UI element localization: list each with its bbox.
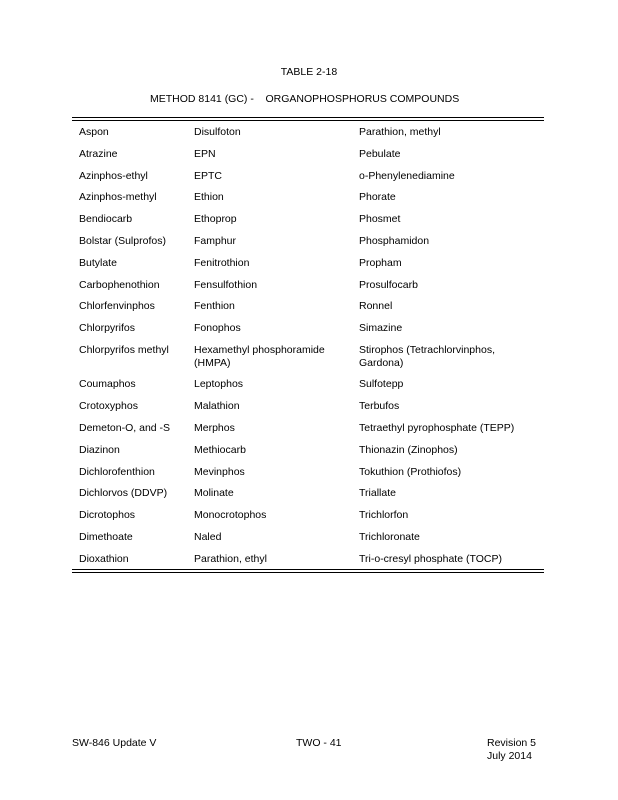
compound-name: Aspon xyxy=(79,126,109,138)
table-subtitle: METHOD 8141 (GC) - ORGANOPHOSPHORUS COMPOUNDS xyxy=(150,93,460,105)
compound-name: Trichlorfon xyxy=(359,509,409,522)
compound-name: Simazine xyxy=(359,322,403,335)
compound-name: Dicrotophos xyxy=(79,509,136,522)
compound-name: Monocrotophos xyxy=(194,509,267,522)
compound-name: Phorate xyxy=(359,191,396,204)
footer-page-number: TWO - 41 xyxy=(296,737,342,749)
compound-name: Ethion xyxy=(194,191,224,204)
compound-name: Ethoprop xyxy=(194,213,237,226)
compound-name: Famphur xyxy=(194,234,237,247)
compound-name: Fenitrothion xyxy=(194,256,250,269)
table-row xyxy=(72,482,544,504)
compound-name: Mevinphos xyxy=(194,465,245,478)
table-row xyxy=(72,295,544,317)
footer-revision-number: Revision 5 xyxy=(487,737,537,749)
compound-name: Tri-o-cresyl phosphate (TOCP) xyxy=(359,552,502,565)
table-row xyxy=(72,395,544,417)
compound-name: Disulfoton xyxy=(194,126,241,138)
table-row xyxy=(72,165,544,187)
compound-name: Tokuthion (Prothiofos) xyxy=(359,465,462,478)
table-title: TABLE 2-18 xyxy=(280,66,338,78)
compound-name: Coumaphos xyxy=(79,378,136,391)
compound-name: Prosulfocarb xyxy=(359,278,418,291)
compound-name: Azinphos-methyl xyxy=(79,191,157,204)
table-row xyxy=(72,186,544,208)
compound-name: Leptophos xyxy=(194,378,244,391)
table-row xyxy=(72,339,544,374)
compound-name: Butylate xyxy=(79,256,117,269)
compound-name: Crotoxyphos xyxy=(79,400,138,413)
compound-name: Dichlorofenthion xyxy=(79,465,155,478)
table-row xyxy=(72,230,544,252)
compound-name: Phosphamidon xyxy=(359,234,430,247)
compound-name: Terbufos xyxy=(359,400,400,413)
compound-name: Sulfotepp xyxy=(359,378,404,391)
compound-name: o-Phenylenediamine xyxy=(359,169,455,182)
compound-name: Methiocarb xyxy=(194,443,246,456)
table-row xyxy=(72,504,544,526)
compound-name: Stirophos (Tetrachlorvinphos, Gardona) xyxy=(359,343,495,369)
footer-revision xyxy=(487,737,536,763)
compound-name: Chlorpyrifos xyxy=(79,322,136,335)
compound-name: Chlorpyrifos methyl xyxy=(79,343,169,356)
table-row xyxy=(72,208,544,230)
table-row xyxy=(72,526,544,548)
compound-name: Chlorfenvinphos xyxy=(79,300,155,313)
compound-name: Naled xyxy=(194,531,222,544)
compound-name: Parathion, methyl xyxy=(359,126,441,138)
compound-name: Bolstar (Sulprofos) xyxy=(79,234,166,247)
compound-name: Triallate xyxy=(359,487,396,500)
footer-revision-date: July 2014 xyxy=(487,750,532,762)
compound-name: Hexamethyl phosphoramide (HMPA) xyxy=(194,343,325,369)
compound-name: Fonophos xyxy=(194,322,241,335)
table-row xyxy=(72,317,544,339)
bottom-double-rule xyxy=(72,569,544,573)
compound-name: Fensulfothion xyxy=(194,278,258,291)
compound-name: Pebulate xyxy=(359,147,401,160)
compound-name: Parathion, ethyl xyxy=(194,552,267,565)
compound-name: Phosmet xyxy=(359,213,401,226)
compound-name: Molinate xyxy=(194,487,234,500)
compound-name: Dimethoate xyxy=(79,531,133,544)
compound-name: Diazinon xyxy=(79,443,120,456)
compound-name: Demeton-O, and -S xyxy=(79,422,171,435)
table-row xyxy=(72,121,544,143)
table-row xyxy=(72,373,544,395)
compound-name: Dioxathion xyxy=(79,552,129,565)
compound-name: Tetraethyl pyrophosphate (TEPP) xyxy=(359,422,515,435)
compound-name: Dichlorvos (DDVP) xyxy=(79,487,168,500)
compound-name: Trichloronate xyxy=(359,531,420,544)
table-row xyxy=(72,548,544,570)
compound-name: Ronnel xyxy=(359,300,393,313)
compound-name: EPN xyxy=(194,147,216,160)
table-row xyxy=(72,439,544,461)
compound-name: Bendiocarb xyxy=(79,213,133,226)
table-row xyxy=(72,417,544,439)
compound-table xyxy=(72,121,544,570)
table-row xyxy=(72,252,544,274)
compound-name: Carbophenothion xyxy=(79,278,160,291)
compound-name: Propham xyxy=(359,256,402,269)
compound-name: Merphos xyxy=(194,422,235,435)
table-row xyxy=(72,143,544,165)
compound-name: Malathion xyxy=(194,400,240,413)
compound-name: Azinphos-ethyl xyxy=(79,169,148,182)
compound-name: Fenthion xyxy=(194,300,235,313)
footer-document-id: SW-846 Update V xyxy=(72,737,157,749)
table-row xyxy=(72,274,544,296)
compound-name: Atrazine xyxy=(79,147,118,160)
compound-name: Thionazin (Zinophos) xyxy=(359,443,458,456)
compound-name: EPTC xyxy=(194,169,223,182)
table-row xyxy=(72,461,544,483)
